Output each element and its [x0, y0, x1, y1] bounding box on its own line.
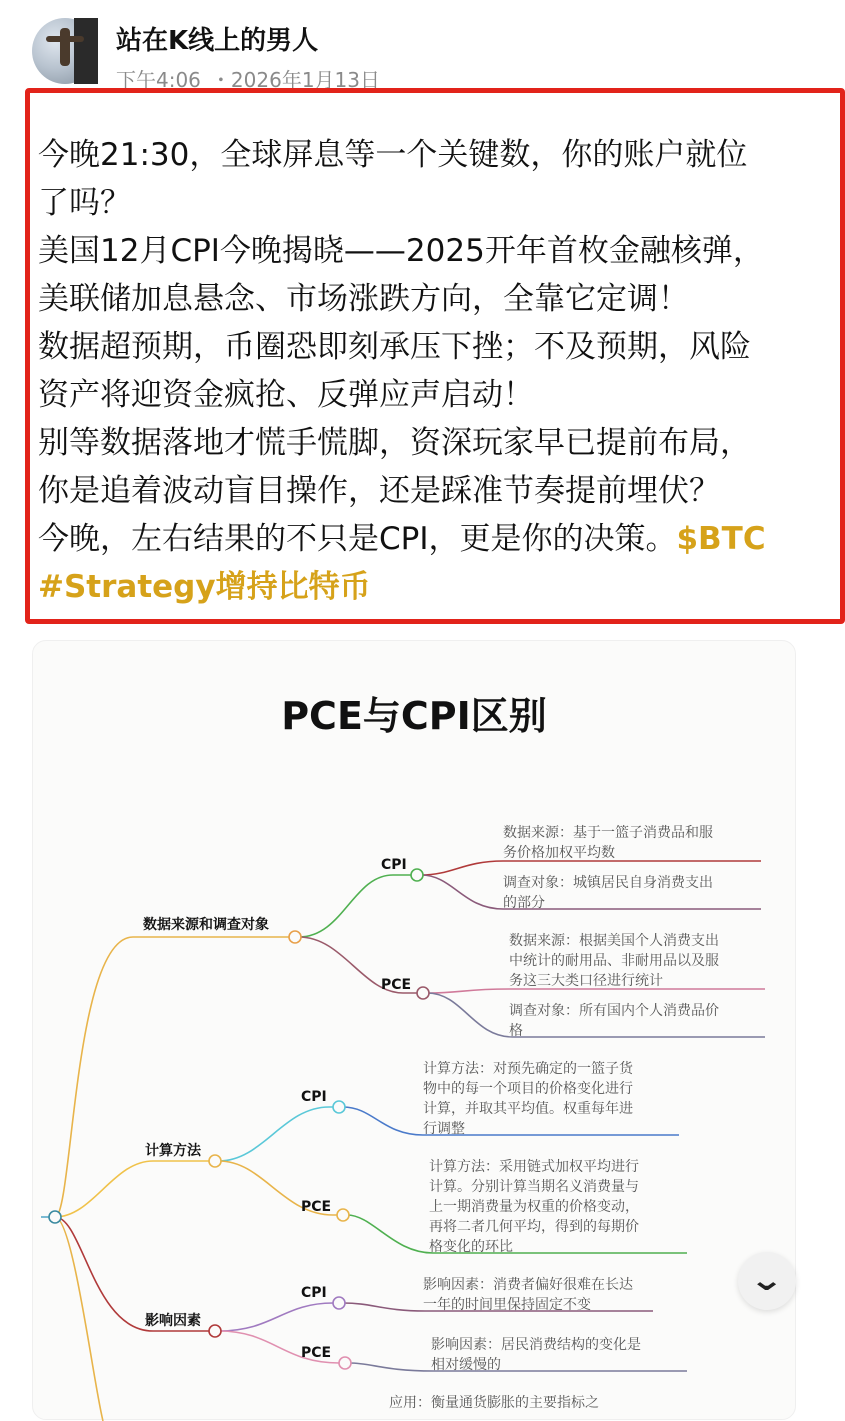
note-line: 再将二者几何平均，得到的每期价 — [429, 1219, 639, 1235]
post-line-text: 今晚，左右结果的不只是CPI，更是你的决策。 — [38, 521, 677, 557]
cashtag-link[interactable]: $BTC — [676, 521, 766, 557]
note-line: 务价格加权平均数 — [503, 845, 615, 861]
note-line: 计算，并取其平均值。权重每年进 — [423, 1101, 633, 1117]
note-line-partial: 应用：衡量通货膨胀的主要指标之 — [389, 1395, 599, 1411]
mindmap-diagram — [33, 641, 797, 1421]
branch-label: 计算方法 — [145, 1143, 201, 1159]
hashtag-link[interactable]: #Strategy增持比特币 — [38, 569, 371, 605]
post-line: 美联储加息悬念、市场涨跌方向，全靠它定调！ — [38, 281, 689, 317]
node-label: PCE — [301, 1345, 332, 1361]
note-line: 务这三大类口径进行统计 — [509, 973, 663, 989]
post-line: 美国12月CPI今晚揭晓——2025开年首枚金融核弹， — [38, 233, 764, 269]
note-line: 计算方法：对预先确定的一篮子货 — [423, 1061, 633, 1077]
note-line: 格变化的环比 — [429, 1239, 513, 1255]
note-line: 行调整 — [423, 1121, 465, 1137]
post-line-last — [38, 515, 840, 563]
avatar[interactable] — [32, 18, 98, 84]
note-line: 调查对象：城镇居民自身消费支出 — [503, 875, 713, 891]
note-line: 上一期消费量为权重的价格变动， — [429, 1199, 639, 1215]
author-name[interactable]: 站在K线上的男人 — [116, 26, 319, 56]
post-line: 别等数据落地才慌手慌脚，资深玩家早已提前布局， — [38, 425, 751, 461]
post-line: 资产将迎资金疯抢、反弹应声启动！ — [38, 377, 534, 413]
double-chevron-down-icon: ⌄ — [749, 1263, 785, 1298]
mindmap-image[interactable] — [32, 640, 796, 1420]
note-line: 数据来源：根据美国个人消费支出 — [509, 933, 719, 949]
post-line: 数据超预期，币圈恐即刻承压下挫；不及预期，风险 — [38, 329, 751, 365]
post-time: 下午4:06 — [116, 68, 201, 92]
image-title: PCE与CPI区别 — [281, 694, 547, 738]
node-label: CPI — [301, 1285, 327, 1301]
note-line: 一年的时间里保持固定不变 — [423, 1297, 591, 1313]
post-line: 今晚21:30，全球屏息等一个关键数，你的账户就位 — [38, 137, 748, 173]
note-line: 调查对象：所有国内个人消费品价 — [509, 1003, 719, 1019]
post-line — [38, 563, 840, 611]
note-line: 数据来源：基于一篮子消费品和服 — [503, 825, 713, 841]
note-line: 中统计的耐用品、非耐用品以及服 — [509, 953, 719, 969]
node-label: CPI — [381, 857, 407, 873]
note-line: 物中的每一个项目的价格变化进行 — [423, 1081, 633, 1097]
note-line: 相对缓慢的 — [431, 1357, 501, 1373]
node-label: PCE — [301, 1199, 332, 1215]
note-line: 格 — [509, 1023, 523, 1039]
note-line: 计算方法：采用链式加权平均进行 — [429, 1159, 639, 1175]
branch-label: 影响因素 — [145, 1313, 201, 1329]
post-date: ・2026年1月13日 — [210, 68, 380, 92]
note-line: 的部分 — [503, 895, 545, 911]
scroll-down-button[interactable] — [738, 1252, 796, 1310]
node-label: CPI — [301, 1089, 327, 1105]
post-text-highlighted — [25, 88, 845, 624]
branch-label: 数据来源和调查对象 — [143, 917, 269, 933]
note-line: 计算。分别计算当期名义消费量与 — [429, 1179, 639, 1195]
note-line: 影响因素：消费者偏好很难在长达 — [423, 1277, 633, 1293]
post-header — [0, 0, 828, 92]
post-line: 你是追着波动盲目操作，还是踩准节奏提前埋伏？ — [38, 473, 720, 509]
note-line: 影响因素：居民消费结构的变化是 — [431, 1337, 641, 1353]
post-line: 了吗？ — [38, 185, 131, 221]
node-label: PCE — [381, 977, 412, 993]
